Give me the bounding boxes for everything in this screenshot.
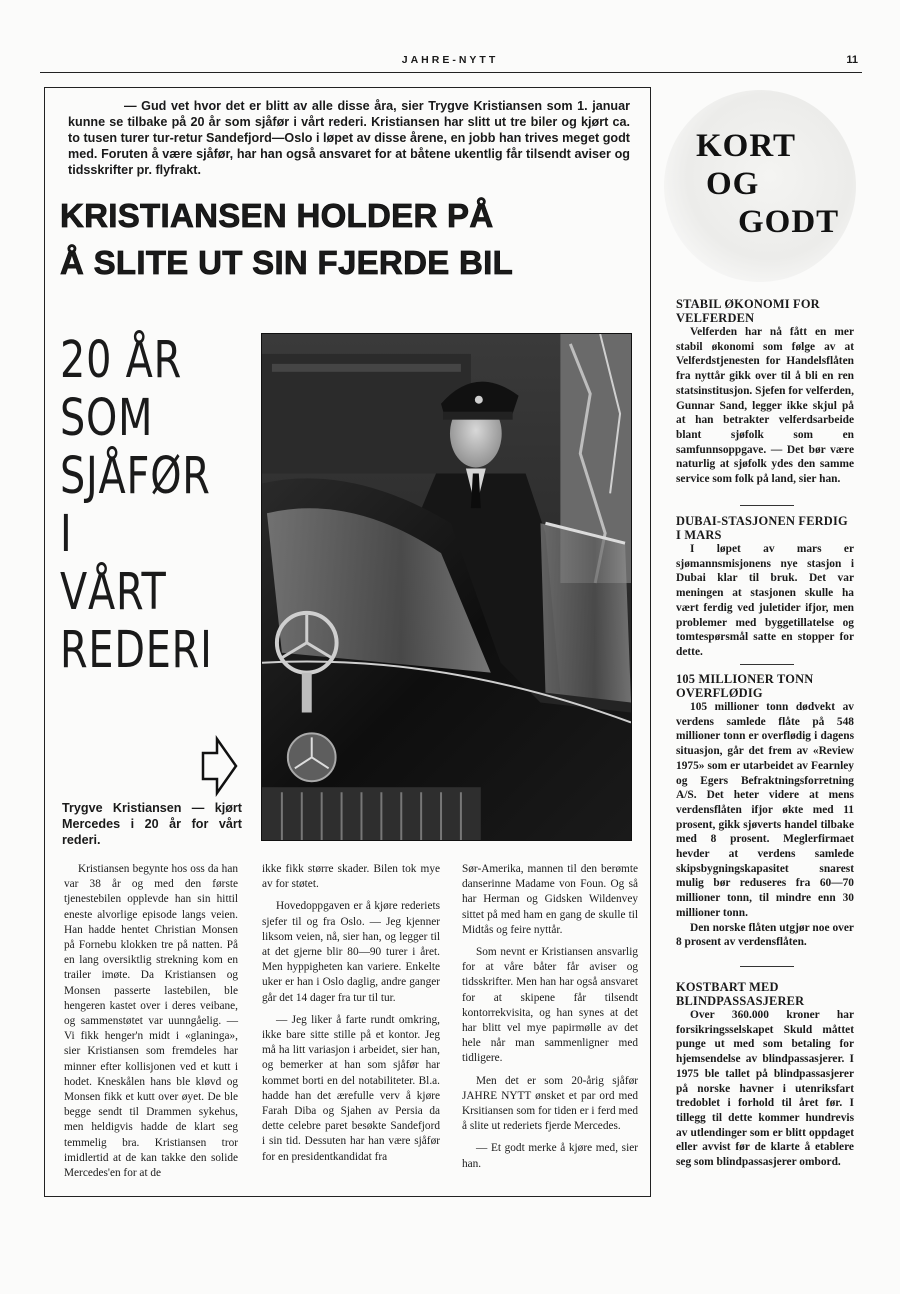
article-intro: — Gud vet hvor det er blitt av alle disse åra, sier Trygve Kristiansen som 1. januar kunne se tilbake på 20 år som sjåfør i vårt rederi. Kristiansen har slitt ut tre biler og kjørt ca. to tusen turer tur-retur Sandefjord—Oslo i løpet av disse årene, en jobb han trives meget godt med. Foruten å være sjåfør, har han også ansvaret for at båtene ukentlig får tilsendt aviser og tidsskrifter pr. flyfrakt. (68, 99, 630, 177)
paragraph: Som nevnt er Kristiansen ansvarlig for at våre båter får aviser og tidsskrifter. Men han har også ansvaret for at skipene får tilsendt kontorrekvisita, og han synes at det har blitt vel mye papirmølle av det hele når man sammenligner med tidligere. (462, 946, 638, 1065)
brief-body: Over 360.000 kroner har forsikringsselskapet Skuld måttet punge ut med som betaling for hjemsendelse av blindpassasjerer. I 1975 ble tallet på blindpassasjerer på norske havner i utenriksfart tredoblet i forhold til året før. I tillegg til dette kommer hundrevis av utlendinger som er blitt oppdaget eller avvist før de klarte å etablere seg som blindpassasjerer ombord. (676, 1009, 854, 1169)
brief-body: 105 millioner tonn dødvekt av verdens samlede flåte på 548 millioner tonn er overflødig i dagens situasjon, går det frem av «Review 1975» som er utarbeidet av Fearnley og Egers Befraktningsforretning A/S. Det heter videre at mens verdensflåten ifjor økte med 11 prosent, gikk sjøverts handel tilbake med 8 prosent. Meglerfirmaet hevder at verdens samlede skipsbygningskapasitet snarest mulig bør reduseres fra 60—70 millioner tonn, til mindre enn 30 millioner tonn. (676, 701, 854, 919)
tagline-line: SJÅFØR (60, 447, 211, 506)
chauffeur-photo (261, 333, 632, 841)
tagline-line: VÅRT (60, 563, 167, 622)
brief-divider (740, 505, 794, 506)
brief-body: Velferden har nå fått en mer stabil økonomi som følge av at Velferdstjenesten for Handelsflåten fra nyttår gikk over til å bli en ren statsinstitusjon. Sjefen for velferden, Gunnar Sand, legger ikke skjul på at han betrakter velferdsarbeide blant sjøfolk som en samfunnsoppgave. — Det bør være naturlig at sjøfolk ydes den samme service som folk på land, sier han. (676, 326, 854, 486)
article-headline (60, 192, 640, 286)
header-rule (40, 72, 862, 73)
brief-title: 105 MILLIONER TONN OVERFLØDIG (676, 672, 814, 700)
brief-divider (740, 966, 794, 967)
news-brief (676, 980, 854, 1170)
publication-title: JAHRE-NYTT (401, 54, 499, 66)
tagline-line: REDERI (60, 621, 213, 680)
paragraph: Hovedoppgaven er å kjøre rederiets sjefer til og fra Oslo. — Jeg kjenner liksom veien, nå, sier han, og legger til at det gjerne blir 80—90 turer i året. Men hyppigheten kan variere. Enkelte uker er han i Oslo daglig, andre ganger går det 14 dager fra tur til tur. (262, 900, 440, 1004)
heading-word: OG (706, 166, 760, 202)
paragraph: Kristiansen begynte hos oss da han var 38 år og med den første tjenestebilen opplevde han sin hittil eneste alvorlige episode langs veien. Han hadde hentet Christian Monsen på Fornebu klokken tre på natten. På en lang oversiktlig strekning kom en trailer imøte. Da Kristiansen og Monsen passerte lastebilen, ble hengeren kastet over i deres veibane, og sammenstøtet var uunngåelig. — Vi fikk henger'n midt i «glaninga», sier Kristiansen som fremdeles har minner efter kollisjonen ved et kutt i hodet. Kneskålen hans ble kløvd og Monsen fikk et kutt over øyet. De ble begge sendt til Drammen sykehus, men heldigvis hadde de klart seg temmelig bra. Kristiansen tror imidlertid at de kan takke den solide Mercedes'en for at de (64, 863, 238, 1180)
news-brief (676, 297, 854, 487)
news-brief (676, 672, 854, 950)
brief-divider (740, 664, 794, 665)
paragraph: — Et godt merke å kjøre med, sier han. (462, 1142, 638, 1170)
photo-caption: Trygve Kristiansen — kjørt Mercedes i 20 år for vårt rederi. (62, 801, 242, 847)
headline-line-1: KRISTIANSEN HOLDER PÅ (60, 197, 494, 234)
article-column-1 (64, 862, 238, 1188)
brief-title: KOSTBART MED BLINDPASSASJERER (676, 980, 805, 1008)
article-column-3 (462, 862, 638, 1179)
big-tagline (60, 332, 216, 680)
tagline-line: I (60, 505, 73, 564)
paragraph: Sør-Amerika, mannen til den berømte danserinne Madame von Foun. Og så har Herman og Gidsken Wildenvey sittet på med ham en gang de skulle til Midtås og feire nyttår. (462, 863, 638, 936)
heading-word: KORT (696, 128, 797, 164)
heading-circle (664, 90, 856, 282)
brief-title: DUBAI-STASJONEN FERDIG I MARS (676, 514, 848, 542)
brief-body: Den norske flåten utgjør noe over 8 prosent av verdensflåten. (676, 921, 854, 949)
page-number: 11 (846, 54, 858, 66)
news-brief (676, 514, 854, 660)
sidebar-heading (664, 90, 860, 280)
brief-body: I løpet av mars er sjømannsmisjonens nye stasjon i Dubai klar til bruk. Det var meningen at stasjonen skulle ha vært ferdig ved juletider ifjor, men problemer med byggetillatelse og tomtespørsmål satte en stopper for dette. (676, 543, 854, 658)
arrow-right-icon (199, 735, 239, 797)
running-header (40, 54, 860, 72)
article-column-2 (262, 862, 440, 1172)
tagline-line: 20 ÅR (60, 331, 183, 390)
heading-word: GODT (738, 204, 840, 240)
headline-line-2: Å SLITE UT SIN FJERDE BIL (60, 244, 514, 281)
tagline-line: SOM (60, 389, 154, 448)
paragraph: ikke fikk større skader. Bilen tok mye av for støtet. (262, 863, 440, 891)
brief-title: STABIL ØKONOMI FOR VELFERDEN (676, 297, 820, 325)
paragraph: Men det er som 20-årig sjåfør JAHRE NYTT ønsket et par ord med Krsitiansen som for tiden er i ferd med å slite ut rederiets fjerde Mercedes. (462, 1074, 638, 1133)
paragraph: — Jeg liker å farte rundt omkring, ikke bare sitte stille på et kontor. Jeg må ha litt variasjon i arbeidet, sier han, og bemerker at han som sjåfør har kommet borti en del notabiliteter. Bl.a. hadde han det ærefulle verv å kjøre Farah Diba og Sjahen av Persia da dette celebre paret besøkte Sandefjord i sin tid. Dessuten har han være sjåfør for en presidentkandidat fra (262, 1013, 440, 1163)
